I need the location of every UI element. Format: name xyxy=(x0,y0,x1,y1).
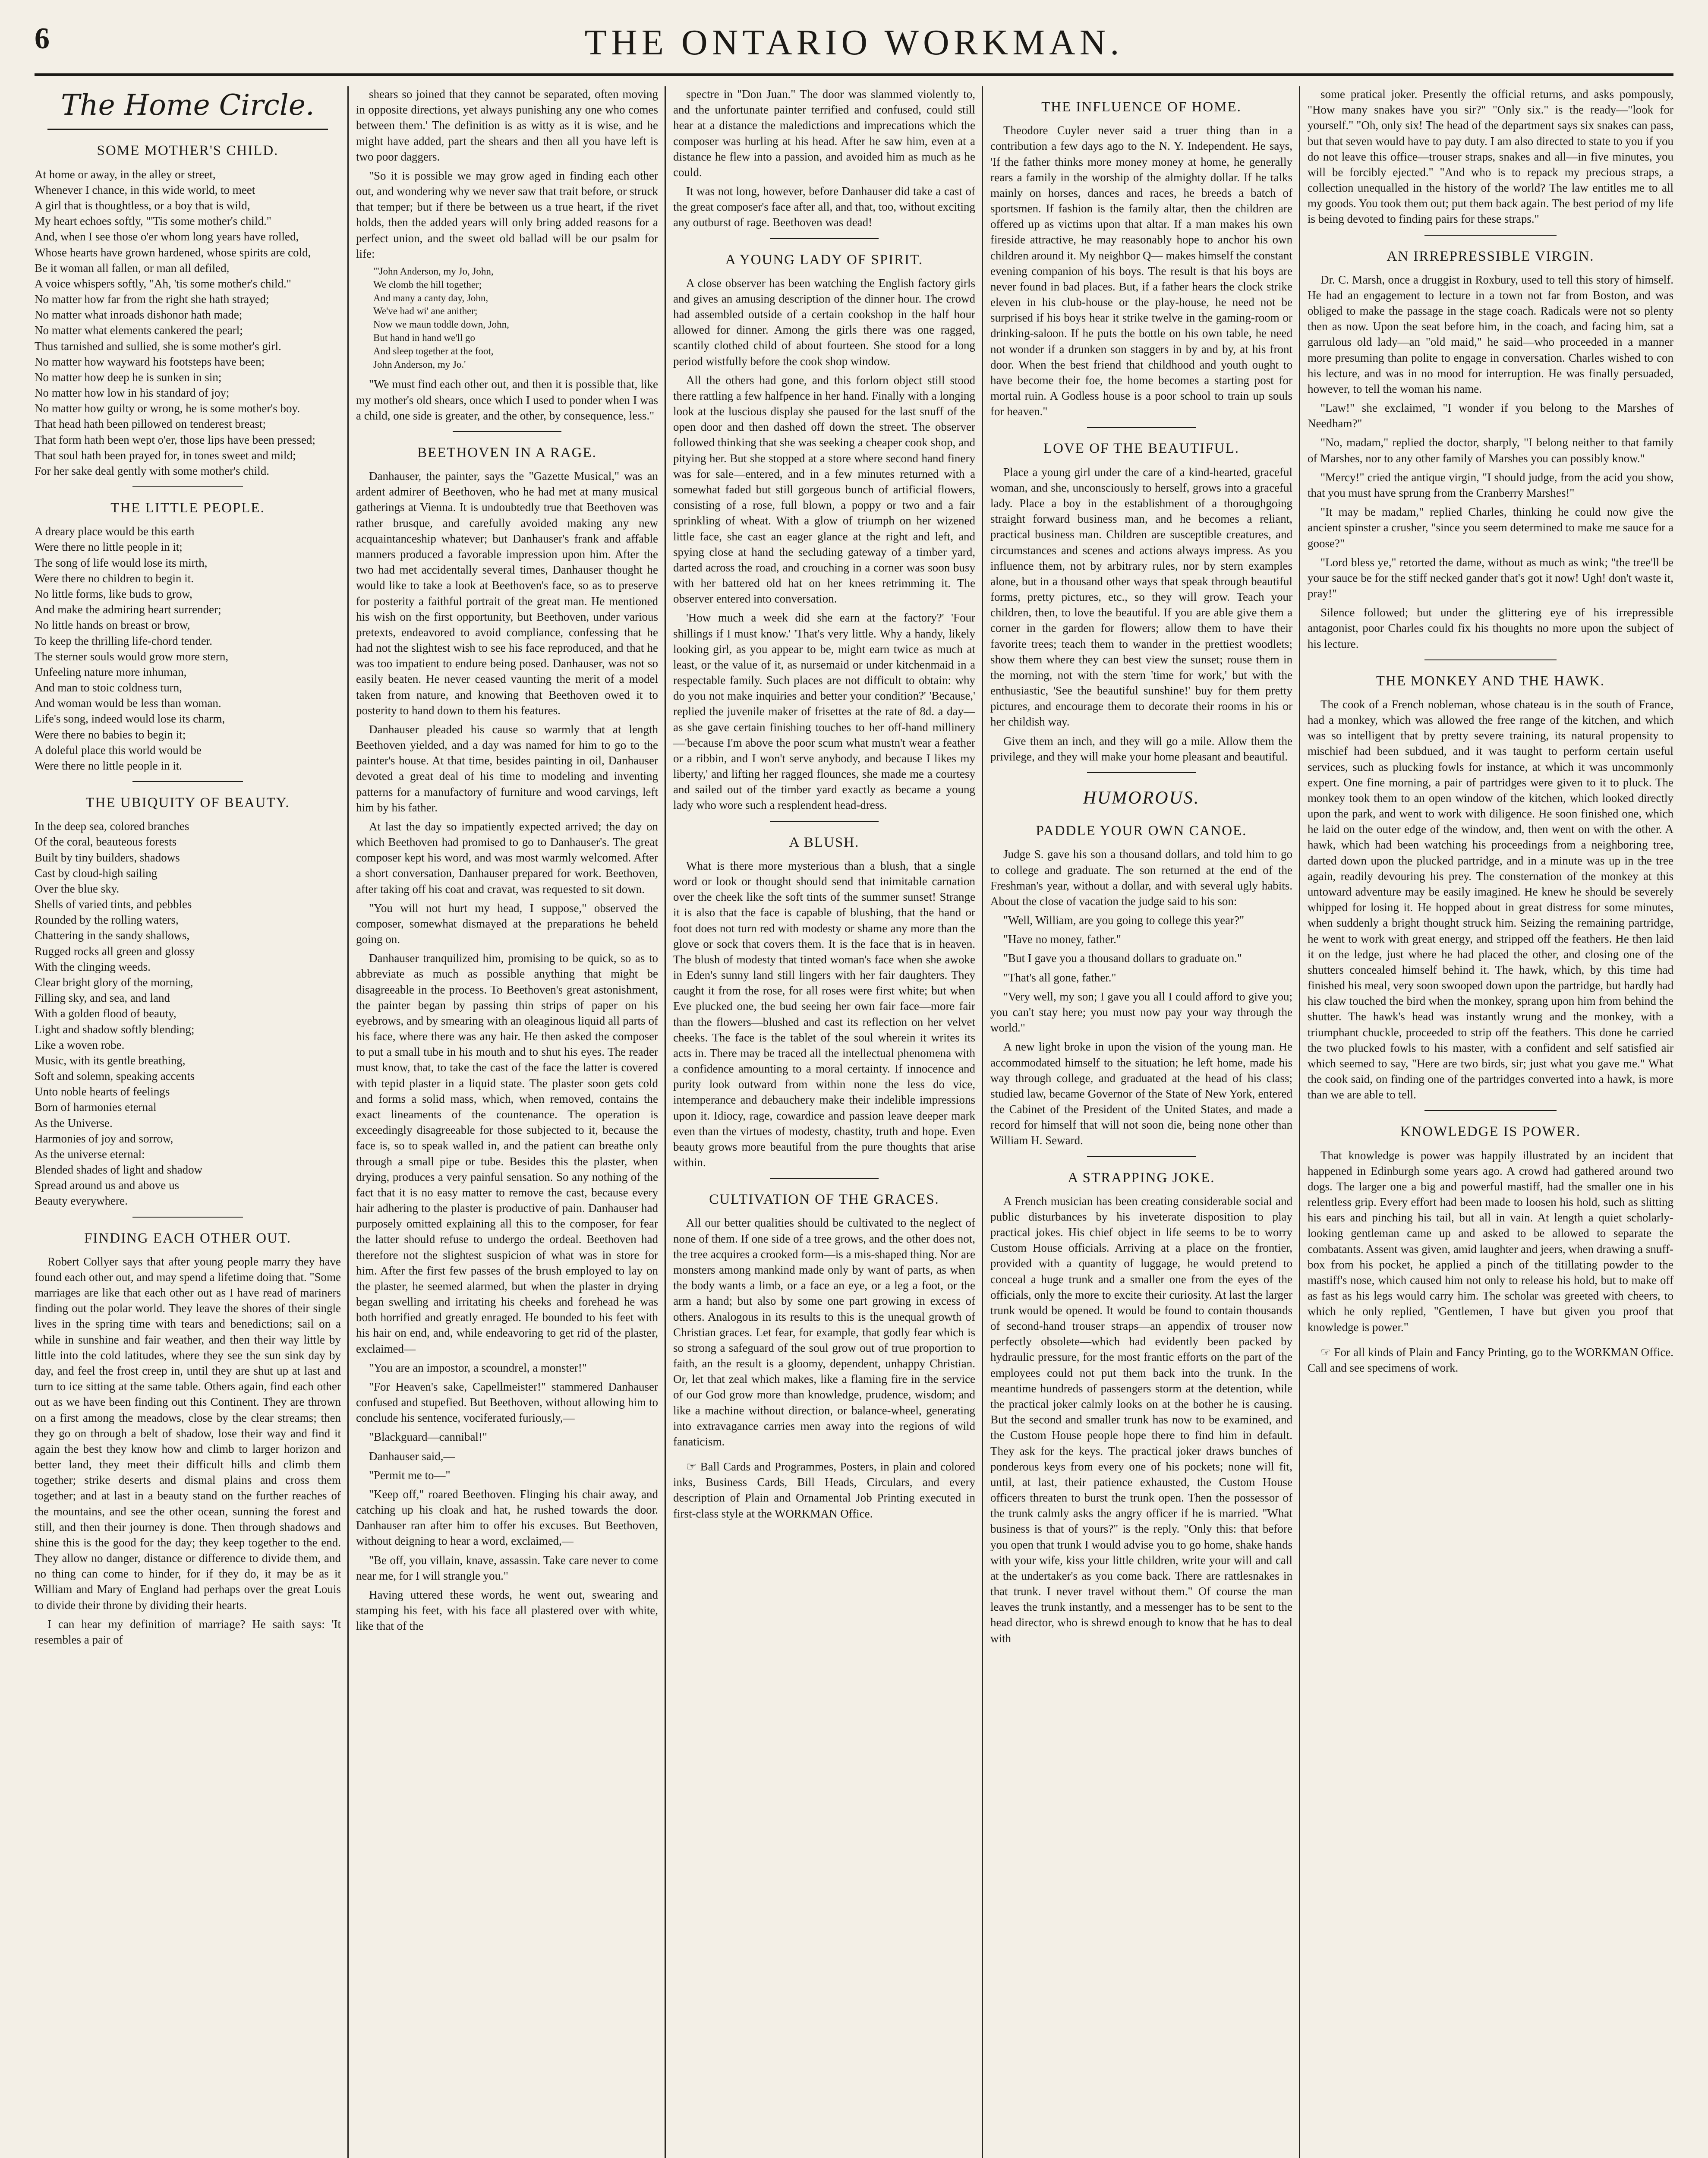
verse-line: No matter what elements cankered the pearl; xyxy=(35,324,243,337)
page-number: 6 xyxy=(35,22,50,55)
article-paragraph: some pratical joker. Presently the official returns, and asks pompously, "How many snakes have you sir?" "Only six." is the ready—"look for yourself." "Oh, only six! The head of the department says six snakes can pass, but that seven would have to pay duty. I am also directed to state to you if you do not leave this office—trouser straps, snakes and all—in five minutes, you will be forcibly ejected." "And who is to repack my precious straps, a collection unequalled in the history of the world? The law entitles me to all my goods. You took them out; put them back again. The best period of my life is being devoted to finding pairs for these straps." xyxy=(1308,88,1673,226)
section-underline xyxy=(47,129,328,130)
article-paragraph: I can hear my definition of marriage? He saith says: 'It resembles a pair of xyxy=(35,1617,341,1646)
verse-line: We've had wi' ane anither; xyxy=(373,306,478,317)
verse-line: With the clinging weeds. xyxy=(35,960,151,973)
article-paragraph: A French musician has been creating considerable social and public disturbances by his inveterate disposition to play practical jokes. His chief object in life seems to be to worry Custom House officials. Arriving at a place on the frontier, provided with a quantity of luggage, he would pretend to conceal a huge trunk and a smaller one from the eyes of the officials, only the more to excite their curiosity. At last the larger trunk would be opened. It would be found to contain thousands of second-hand trouser straps—an appendix of trouser now perfectly obsolete—which had evidently been packed by hydraulic pressure, for the most frantic efforts on the part of the employees could not put them back into the trunk. In the meantime hundreds of passengers storm at the detention, while the practical joker calmly looks on at the bother he is causing. But the second and smaller trunk has now to be examined, and the Custom House people hope there to find him in default. They ask for the keys. The practical joker draws bunches of ponderous keys from every one of his pockets; none will fit, until, at last, their patience exhausted, the Custom House officers threaten to burst the trunk open. Then the possessor of the trunk calmly asks the angry officer if he is married. "What business is that of yours?" is the reply. "Only this: that before you open that trunk I would advise you to go home, shake hands with your wife, kiss your little children, write your will and call at the undertaker's as you come back. There are rattlesnakes in that trunk. I never travel without them." Of course the man leaves the trunk instantly, and a messenger has to be sent to the head director, who is shrewd enough to know that he has to deal with xyxy=(990,1194,1292,1645)
verse-line: "'John Anderson, my Jo, John, xyxy=(373,265,494,277)
divider xyxy=(1087,1156,1196,1157)
article-paragraph: Theodore Cuyler never said a truer thing than in a contribution a few days ago to the N. Y. Independent. He says, 'If the father thinks more money money at home, he generally rears a family in the worship of the almighty dollar. If he talks mainly on horses, dances and races, he breeds a batch of sportsmen. If fashion is the family altar, then the children are offered up as victims upon that altar. If a man makes his own fireside attractive, he may reasonably hope to anchor his own children around it. My neighbor Q— makes himself the constant evening companion of his boys. The result is that his boys are never found in bad places. But, if a father hears the clock strike eleven in his club-house or the play-house, he need not be surprised if his boys hear it strike twelve in the gaming-room or drinking-saloon. If he puts the bottle on his own table, he need not wonder if a drunken son staggers in by and by, at his front door. When the best friend that childhood and youth ought to have become their foe, the home becomes a starting post for mortal ruin. A Godless house is a poor school to train up souls for heaven." xyxy=(990,124,1292,418)
column-rule xyxy=(665,86,666,2158)
verse-line: As the Universe. xyxy=(35,1116,113,1129)
poem-title: THE LITTLE PEOPLE. xyxy=(110,500,265,516)
article-paragraph: Silence followed; but under the glittering eye of his irrepressible antagonist, poor Charles could fix his thoughts no more upon the subject of his lecture. xyxy=(1308,606,1673,650)
article-paragraph: "That's all gone, father." xyxy=(1003,971,1116,984)
column-3 xyxy=(673,86,975,2158)
verse-line: No matter how low in his standard of joy; xyxy=(35,386,230,400)
verse-line: Beauty everywhere. xyxy=(35,1194,128,1208)
article-paragraph: "You will not hurt my head, I suppose," observed the composer, somewhat dismayed at the preparations he beheld going on. xyxy=(356,901,658,946)
verse-line: Built by tiny builders, shadows xyxy=(35,851,180,864)
column-2 xyxy=(356,86,658,2158)
verse-line: Whenever I chance, in this wide world, to meet xyxy=(35,183,255,196)
verse-line: A dreary place would be this earth xyxy=(35,525,195,538)
verse-line: And, when I see those o'er whom long years have rolled, xyxy=(35,230,299,243)
verse-line: No matter what inroads dishonor hath made; xyxy=(35,308,243,322)
verse-line: Now we maun toddle down, John, xyxy=(373,319,509,330)
verse-line: Were there no little people in it; xyxy=(35,540,183,554)
article-title: PADDLE YOUR OWN CANOE. xyxy=(1036,823,1247,839)
column-rule xyxy=(347,86,349,2158)
verse-line: With a golden flood of beauty, xyxy=(35,1007,176,1020)
verse-line: At home or away, in the alley or street, xyxy=(35,167,216,181)
section-header: The Home Circle. xyxy=(61,88,315,122)
article-paragraph: "Blackguard—cannibal!" xyxy=(369,1430,487,1444)
divider xyxy=(1424,235,1556,236)
article-paragraph: "We must find each other out, and then it is possible that, like my mother's old shears, once which I used to ponder when I was a child, one side is greater, and the other, by consequence, less." xyxy=(356,378,658,422)
article-paragraph: Danhauser, the painter, says the "Gazette Musical," was an ardent admirer of Beethoven, who he had met at many musical gatherings at Vienna. It is undoubtedly true that Beethoven was rather brusque, and carefully avoided making any new acquaintanceship whatever; but Danhauser's frank and affable manners produced a favorable impression upon him. After the two had met accidentally several times, Danhauser thought he would like to take a look at Beethoven's face, so as to preserve for posterity a faithful portrait of the great man. He mentioned his wish on the first opportunity, but Beethoven, under various pretexts, endeavored to avoid compliance, confessing that he had not the slightest wish to see his face reproduced, and that he was too impatient to endure being posed. Danhauser, was not so easily beaten. He never ceased vaunting the merit of a model taken from nature, and knowing that Beethoven owed it to posterity to hand down to them his features. xyxy=(356,470,658,717)
article-title: LOVE OF THE BEAUTIFUL. xyxy=(1043,441,1240,457)
printing-notice: ☞ For all kinds of Plain and Fancy Printing, go to the WORKMAN Office. Call and see specimens of work. xyxy=(1308,1345,1673,1374)
verse-line: Like a woven robe. xyxy=(35,1038,125,1051)
article-paragraph: All the others had gone, and this forlorn object still stood there rattling a few halfpence in her hand. Finally with a longing look at the luscious display she paused for the last snuff of the open door and then dashed off down the street. The observer followed thinking that she was seeking a cheaper cook shop, and pitying her. But she stopped at a store where second hand finery was for sale—entered, and in a few minutes returned with a somewhat faded but still gorgeous bunch of artificial flowers, consisting of a rose, full blown, a poppy or two and a fair sprinkling of wheat. With a glow of triumph on her wizened little face, she cast an eager glance at the right and left, and spying close at hand the secluding gateway of a timber yard, darted across the road, and crouching in a corner was soon busy with her battered old hat on her knees retrimming it. The observer entered into conversation. xyxy=(673,373,975,606)
printing-notice: ☞ Ball Cards and Programmes, Posters, in plain and colored inks, Business Cards, Bill Heads, Circulars, and every description of Plain and Ornamental Job Printing executed in first-class style at the WORKMAN Office. xyxy=(673,1460,975,1520)
verse-line: That head hath been pillowed on tenderest breast; xyxy=(35,417,266,431)
article-title: FINDING EACH OTHER OUT. xyxy=(84,1230,291,1246)
verse-line: Spread around us and above us xyxy=(35,1179,180,1192)
divider xyxy=(770,821,879,822)
masthead xyxy=(35,17,1673,69)
article-paragraph: "Permit me to—" xyxy=(369,1468,451,1482)
article-paragraph: "Well, William, are you going to college this year?" xyxy=(1003,914,1245,927)
article-paragraph: All our better qualities should be cultivated to the neglect of none of them. If one side of a tree grows, and the other does not, the tree acquires a crooked form—is a mis-shaped thing. Nor are monsters among mankind made only by want of parts, as when the body wants a limb, or a face an eye, or a leg a foot, or the arm a hand; but also by some one part growing in excess of others. Analogous in its results to this is the unequal growth of Christian graces. Let fear, for example, that godly fear which is so strong a safeguard of the soul grow out of true proportion to faith, an the result is a gloomy, dependent, unhappy Christian. Or, let that zeal which makes, like a flaming fire in the service of our God grow more than knowledge, prudence, wisdom; and like a machine without direction, or balance-wheel, generating into extravagance carries men away into the regions of wild fanaticism. xyxy=(673,1216,975,1448)
article-paragraph: Having uttered these words, he went out, swearing and stamping his feet, with his face all plastered over with white, like that of the xyxy=(356,1588,658,1633)
verse-line: In the deep sea, colored branches xyxy=(35,820,189,833)
verse-line: And many a canty day, John, xyxy=(373,292,488,303)
verse-line: And sleep together at the foot, xyxy=(373,345,494,357)
verse-line: But hand in hand we'll go xyxy=(373,332,476,343)
poem-title: THE UBIQUITY OF BEAUTY. xyxy=(85,795,290,811)
verse-line: No matter how far from the right she hath strayed; xyxy=(35,293,269,306)
verse-line: A girl that is thoughtless, or a boy that is wild, xyxy=(35,199,250,212)
verse-line: Were there no little people in it. xyxy=(35,759,182,772)
article-paragraph: Place a young girl under the care of a kind-hearted, graceful woman, and she, unconsciously to herself, grows into a graceful lady. Place a boy in the establishment of a thoroughgoing straight forward business man, and he becomes a reliant, practical business man. Children are susceptible creatures, and circumstances and scenes and actions always impress. As you influence them, not by arbitrary rules, nor by stern examples alone, but in a thousand other ways that speak through beautiful forms, pretty pictures, etc., so they will grow. Teach your children, then, to love the beautiful. If you are able give them a corner in the garden for flowers; allow them to have their favorite trees; teach them to wander in the prettiest woodlets; show them where they can best view the sunset; rouse them in the morning, not with the stern 'time for work,' but with the enthusiastic, 'See the beautiful sunshine!' buy for them pretty pictures, and encourage them to decorate their rooms in his or her childish way. xyxy=(990,465,1292,729)
article-body xyxy=(1308,272,1673,652)
article-title: BEETHOVEN IN A RAGE. xyxy=(417,445,597,461)
article-title: THE MONKEY AND THE HAWK. xyxy=(1376,673,1605,689)
verse-line: Thus tarnished and sullied, she is some mother's girl. xyxy=(35,339,281,353)
verse-line: We clomb the hill together; xyxy=(373,279,482,290)
article-body xyxy=(990,846,1292,1148)
article-paragraph: What is there more mysterious than a blush, that a single word or look or thought should send that inimitable carnation over the cheek like the soft tints of the summer sunset! Strange it is also that the face is capable of blushing, that the hand or foot does not turn red with modesty or shame any more than the glove or sock that covers them. It is the face that is in heaven. The blush of modesty that tinted woman's face when she awoke in Eden's sunny land still lingers with her fair daughters. They caught it from the rose, for all roses were first white; but when Eve plucked one, the bud seeing her own fair face—more fair than the flowers—blushed and cast its reflection on her velvet cheeks. The face is the tablet of the soul wherein it writes its acts in. There may be traced all the intellectual phenomena with a confidence amounting to a moral certainty. If innocence and purity look outward from within none the less do vice, intemperance and debauchery make their indelible impressions upon it. Idiocy, rage, cowardice and passion leave deeper mark even than the virtues of modesty, chastity, truth and hope. Even beauty grows more beautiful from the pure thoughts that arise within. xyxy=(673,859,975,1169)
verse-line: Rugged rocks all green and glossy xyxy=(35,944,195,958)
verse-line: And make the admiring heart surrender; xyxy=(35,603,221,616)
humorous-header: HUMOROUS. xyxy=(1083,788,1200,808)
verse-line: To keep the thrilling life-chord tender. xyxy=(35,634,212,647)
verse-line: No matter how wayward his footsteps have been; xyxy=(35,355,265,368)
article-paragraph: "Have no money, father." xyxy=(1003,933,1121,946)
verse-line: Soft and solemn, speaking accents xyxy=(35,1070,195,1083)
verse-line: Filling sky, and sea, and land xyxy=(35,991,170,1005)
verse-line: Harmonies of joy and sorrow, xyxy=(35,1132,173,1145)
masthead-rule xyxy=(35,73,1673,76)
article-paragraph: "You are an impostor, a scoundrel, a monster!" xyxy=(369,1361,587,1374)
article-paragraph: "For Heaven's sake, Capellmeister!" stammered Danhauser confused and stupefied. But Beethoven, without allowing him to conclude his sentence, vociferated furiously,— xyxy=(356,1380,658,1425)
article-paragraph: 'How much a week did she earn at the factory?' 'Four shillings if I must know.' 'That's very little. Why a handy, likely looking girl, as you appear to be, might earn twice as much at least, or the value of it, as nursemaid or under kitchenmaid in a respectable family. Such places are not difficult to obtain: why do you not make inquiries and better your condition?' 'Because,' replied the juvenile maker of frisettes at the rate of 8d. a day—as she gave certain finishing touches to her off-hand millinery—'because I'm above the poor scum what mustn't wear a feather or a ribbin, and I won't serve anybody, and because I likes my liberty,' and lifting her ragged flounces, she made me a courtesy and sailed out of the timber yard exactly as became a young lady who wore such a resplendent head-dress. xyxy=(673,611,975,812)
verse-line: The song of life would lose its mirth, xyxy=(35,556,208,569)
verse-line: My heart echoes softly, "'Tis some mother's child." xyxy=(35,215,271,228)
divider xyxy=(1424,659,1556,660)
verse-line: And woman would be less than woman. xyxy=(35,697,221,710)
verse-line: Be it woman all fallen, or man all defiled, xyxy=(35,261,230,274)
verse-line: Rounded by the rolling waters, xyxy=(35,913,179,927)
divider xyxy=(132,1217,243,1218)
poem xyxy=(35,524,341,773)
verse-line: Life's song, indeed would lose its charm, xyxy=(35,712,225,726)
verse-line: John Anderson, my Jo.' xyxy=(373,359,466,370)
article-paragraph: "Mercy!" cried the antique virgin, "I should judge, from the acid you show, that you must have sprung from the Cranberry Marshes!" xyxy=(1308,470,1673,499)
verse-line: Unto noble hearts of feelings xyxy=(35,1085,170,1098)
divider xyxy=(132,781,243,782)
article-paragraph: Danhauser said,— xyxy=(369,1449,455,1463)
article-paragraph: "No, madam," replied the doctor, sharply, "I belong neither to that family of Marshes, nor to any other family of Marshes you can possibly know." xyxy=(1308,436,1673,465)
verse-line: No matter how deep he is sunken in sin; xyxy=(35,370,222,384)
article-paragraph: "Keep off," roared Beethoven. Flinging his chair away, and catching up his cloak and hat, he rushed towards the door. Danhauser ran after him to offer his excuses. But Beethoven, without deigning to hear a word, exclaimed,— xyxy=(356,1487,658,1548)
article-paragraph: Danhauser tranquilized him, promising to be quick, so as to abbreviate as much as possible anything that might be disagreeable in the process. To Beethoven's great astonishment, the painter began by passing thin strips of paper on his eyebrows, and by smearing with an oleaginous liquid all parts of his face, where there was any hair. He then asked the composer to put a small tube in his mouth and to shut his eyes. The reader must know, that, to take the cast of the face the latter is covered with tepid plaster in a liquid state. The plaster soon gets cold and forms a solid mass, which, when removed, contains the exact lineaments of the countenance. The operation is exceedingly disagreeable for those subjected to it, because the face is, so to speak walled in, and the patient can breathe only through a small pipe or tube. Besides this the plaster, when drying, produces a very painful sensation. So any nothing of the fact that it is no easy matter to remove the cast, because every hair adhering to the plaster is productive of pain. Danhauser had purposely omitted explaining all this to the composer, for fear the latter should refuse to undergo the ordeal. Beethoven had therefore not the slightest suspicion of what was in store for him. After the first few passes of the brush employed to lay on the plaster, he seemed alarmed, but when the plaster in drying began swelling and irritating his cheeks and forehead he was both horrified and greatly enraged. He bounded to his feet with his hair on end, and, while endeavoring to get rid of the plaster, exclaimed— xyxy=(356,952,658,1355)
article-paragraph: A close observer has been watching the English factory girls and gives an amusing description of the dinner hour. The crowd had assembled outside of a certain cookshop in the half hour allowed for dinner. Among the girls there was one ragged, scantily clothed child of about fourteen. She stood for a long period wistfully before the cook shop window. xyxy=(673,276,975,368)
article-paragraph: "Law!" she exclaimed, "I wonder if you belong to the Marshes of Needham?" xyxy=(1308,401,1673,430)
verse-line: A voice whispers softly, "Ah, 'tis some mother's child." xyxy=(35,277,291,290)
verse-line: Over the blue sky. xyxy=(35,882,120,895)
verse-line: Were there no children to begin it. xyxy=(35,571,194,585)
poem xyxy=(35,818,341,1208)
article-paragraph: That knowledge is power was happily illustrated by an incident that happened in Edinburgh some years ago. A crowd had gathered around two dogs. The larger one a big and powerful mastiff, had the smaller one in his relentless grip. Every effort had been made to loosen his hold, such as slitting his ears and pinching his tail, but all in vain. At length a quiet scholarly-looking gentleman came up and asked to be allowed to separate the combatants. Assent was given, amid laughter and jeers, when drawing a snuff-box from his pocket, he applied a pinch of the titillating powder to the mastiff's nose, which caused him not only to release his hold, but to make off as fast as his legs would carry him. The scholar was greeted with cheers, to which he only replied, "Gentlemen, I have but given you proof that knowledge is power." xyxy=(1308,1148,1673,1334)
verse-line: Born of harmonies eternal xyxy=(35,1101,157,1114)
poem xyxy=(35,167,341,479)
divider xyxy=(132,486,243,487)
verse-line: No matter how guilty or wrong, he is some mother's boy. xyxy=(35,402,300,415)
verse-line: That form hath been wept o'er, those lips have been pressed; xyxy=(35,433,315,446)
article-paragraph: shears so joined that they cannot be separated, often moving in opposite directions, yet always punishing any one who comes between them.' The definition is as witty as it is wise, and he might have added, part the shears and then all you have left is two poor daggers. xyxy=(356,88,658,163)
column-4 xyxy=(990,86,1292,2158)
verse-line: As the universe eternal: xyxy=(35,1147,145,1161)
article-body xyxy=(673,275,975,813)
verse-line: And man to stoic coldness turn, xyxy=(35,681,182,694)
verse-line: No little hands on breast or brow, xyxy=(35,618,190,632)
article-paragraph: Give them an inch, and they will go a mile. Allow them the privilege, and they will make your home pleasant and beautiful. xyxy=(990,734,1292,763)
poem-title: SOME MOTHER'S CHILD. xyxy=(97,143,279,159)
article-body xyxy=(356,468,658,1634)
article-paragraph: "So it is possible we may grow aged in finding each other out, and wondering why we never saw that trait before, or struck that temper; but if there be between us a true heart, if the rivet holds, then the added years will only bring added reasons for a perfect union, and the sweet old ballad will be our psalm for life: xyxy=(356,169,658,260)
article-paragraph: Danhauser pleaded his cause so warmly that at length Beethoven yielded, and a day was named for him to go to the painter's house. At that time, besides painting in oil, Danhauser devoted a great deal of his time to modeling and inventing patterns for a manufactory of furniture and wood carvings, left him by his father. xyxy=(356,722,658,814)
column-1 xyxy=(35,86,341,2158)
article-paragraph: Judge S. gave his son a thousand dollars, and told him to go to college and graduate. The son returned at the end of the Freshman's year, without a dollar, and with several ugly habits. About the close of vacation the judge said to his son: xyxy=(990,848,1292,908)
verse-line: A doleful place this world would be xyxy=(35,743,202,757)
article-title: A BLUSH. xyxy=(789,834,860,850)
verse-line: Music, with its gentle breathing, xyxy=(35,1054,186,1067)
verse-line: Cast by cloud-high sailing xyxy=(35,866,158,880)
article-paragraph: spectre in "Don Juan." The door was slammed violently to, and the unfortunate painter terrified and confused, could still hear at a distance the maledictions and imprecations which the composer was hurling at his head. After he saw him, even at a distance he flew into a passion, and avoided him as much as he could. xyxy=(673,88,975,179)
article-title: A STRAPPING JOKE. xyxy=(1068,1170,1215,1186)
article-paragraph: Robert Collyer says that after young people marry they have found each other out, and may spend a lifetime doing that. "Some marriages are like that each other out as I have read of mariners finding out the polar world. They leave the shores of their single lives in the spring time with tears and benedictions; sail on a while in sunshine and fair weather, and then their way little by little into the cold latitudes, where they see the sun sink day by day, and feel the frost creep in, until they are shut up at last and turn to ice sitting at the same table. Others again, find each other out as we have been finding out this Continent. They are thrown on a first among the meadows, close by the clear streams; then they go on through a belt of shadow, lose their way and find it again the best they know how and climb to larger horizon and better land, they meet their difficult hills and climb them together; strike deserts and dismal plains and cross them together; and at last in a beauty stand on the further reaches of the mountains, and see the other ocean, sunning the forest and still, and then their journey is done. Then through shadows and shine this is the good for the day; they keep together to the end. They allow no danger, distance or difference to divide them, and no thing can come to hinder, for if they do, it may be as it William and Mary of England had perhaps over the great Louis to divide their throne by dividing their hearts. xyxy=(35,1255,341,1612)
column-5 xyxy=(1308,86,1673,2158)
article-paragraph: "Very well, my son; I gave you all I could afford to give you; you can't stay here; you must now pay your way through the world." xyxy=(990,990,1292,1035)
verse-line: The sterner souls would grow more stern, xyxy=(35,650,229,663)
verse-line: Light and shadow softly blending; xyxy=(35,1022,195,1036)
article-title: CULTIVATION OF THE GRACES. xyxy=(709,1192,939,1208)
divider xyxy=(1424,1110,1556,1111)
verse-line: Shells of varied tints, and pebbles xyxy=(35,898,192,911)
verse-line: No little forms, like buds to grow, xyxy=(35,587,192,600)
article-paragraph: "It may be madam," replied Charles, thinking he could now give the ancient spinster a crusher, "since you seem determined to make me sauce for a goose?" xyxy=(1308,505,1673,550)
divider xyxy=(770,238,879,239)
divider xyxy=(1087,772,1196,773)
verse-line: Chattering in the sandy shallows, xyxy=(35,929,190,942)
column-rule xyxy=(1299,86,1300,2158)
article-paragraph: Dr. C. Marsh, once a druggist in Roxbury, used to tell this story of himself. He had an engagement to lecture in a town not far from Boston, and was obliged to make the passage in the stage coach. Radicals were not so plenty then as now. Upon the seat before him, in the coach, and facing him, sat a garrulous old lady—an "old maid," he said—who proceeded in a manner more presuming than polite to engage in conversation. Charles wished to con his lecture, and was in no mood for interruption. He was finally persuaded, however, to tell the woman his name. xyxy=(1308,273,1673,395)
article-title: KNOWLEDGE IS POWER. xyxy=(1400,1124,1581,1140)
verse-line: Were there no babies to begin it; xyxy=(35,728,186,741)
divider xyxy=(453,431,561,432)
newspaper-title: THE ONTARIO WORKMAN. xyxy=(584,22,1124,63)
verse-line: Clear bright glory of the morning, xyxy=(35,976,193,989)
article-title: THE INFLUENCE OF HOME. xyxy=(1041,99,1242,115)
divider xyxy=(770,1178,879,1179)
column-rule xyxy=(982,86,983,2158)
article-paragraph: "Lord bless ye," retorted the dame, without as much as wink; "the tree'll be your sauce be for the stiff necked gander that's got it now! Ugh! don't waste it, pray!" xyxy=(1308,555,1673,600)
article-title: A YOUNG LADY OF SPIRIT. xyxy=(725,252,923,268)
article-paragraph: The cook of a French nobleman, whose chateau is in the south of France, had a monkey, which was allowed the free range of the kitchen, and which was so intelligent that by pretty severe training, its natural propensity to mischief had been subdued, and it was taught to perform certain useful services, such as plucking fowls for instance, at which it was uncommonly expert. One fine morning, a pair of partridges were given to it to pluck. The monkey took them to an open window of the kitchen, which looked directly upon the park, and went to work with diligence. He soon finished one, which he laid on the outer edge of the window, and, then went on with the other. A hawk, which had been watching his proceedings from a neighboring tree, darted down upon the plucked partridge, and in a minute was up in the tree again, readily devouring his prey. The consternation of the monkey at this untoward adventure may be easily imagined. He knew he should be severely whipped for losing it. He hopped about in great distress for some minutes, when suddenly a bright thought struck him. Seizing the remaining partridge, he went to work with great energy, and stripped off the feathers. He then laid it on the ledge, just where he had placed the other, and closing one of the shutters concealed himself behind it. The hawk, which, by this time had finished his meal, very soon swooped down upon the partridge, but hardly had his claw touched the bird when the monkey, sprang upon him from behind the shutter. The hawk's head was instantly wrung and the monkey, with a triumphant chuckle, proceeded to strip off the feathers. This done he carried the two plucked fowls to his master, with a confident and self satisfied air which seemed to say, "Here are two birds, sir; just what you gave me." What the cook said, on finding one of the partridges converted into a hawk, is more than we are able to tell. xyxy=(1308,697,1673,1101)
article-paragraph: A new light broke in upon the vision of the young man. He accommodated himself to the situation; he left home, made his way through college, and graduated at the head of his class; studied law, became Governor of the State of New York, entered the Cabinet of the President of the United States, and made a record for himself that will not soon die, being none other than William H. Seward. xyxy=(990,1040,1292,1147)
verse-line: Whose hearts have grown hardened, whose spirits are cold, xyxy=(35,246,311,259)
article-paragraph: "Be off, you villain, knave, assassin. Take care never to come near me, for I will strangle you." xyxy=(356,1553,658,1582)
article-paragraph: "But I gave you a thousand dollars to graduate on." xyxy=(1003,952,1242,965)
divider xyxy=(1087,427,1196,428)
verse-line: That soul hath been prayed for, in tones sweet and mild; xyxy=(35,448,296,462)
article-title: AN IRREPRESSIBLE VIRGIN. xyxy=(1387,248,1595,264)
verse-line: For her sake deal gently with some mother's child. xyxy=(35,464,269,477)
verse-line: Unfeeling nature more inhuman, xyxy=(35,665,187,678)
article-paragraph: At last the day so impatiently expected arrived; the day on which Beethoven had promised to go to Danhauser's. The great composer kept his word, and was most warmly welcomed. After a short conversation, Danhauser prepared for work. Beethoven, after taking off his coat and cravat, was requested to sit down. xyxy=(356,820,658,896)
ballad-quote xyxy=(373,265,641,372)
article-paragraph: It was not long, however, before Danhauser did take a cast of the great composer's face after all, and that, too, without exciting any outburst of rage. Beethoven was dead! xyxy=(673,185,975,229)
verse-line: Of the coral, beauteous forests xyxy=(35,835,177,849)
verse-line: Blended shades of light and shadow xyxy=(35,1163,203,1177)
columns xyxy=(35,86,1673,2158)
